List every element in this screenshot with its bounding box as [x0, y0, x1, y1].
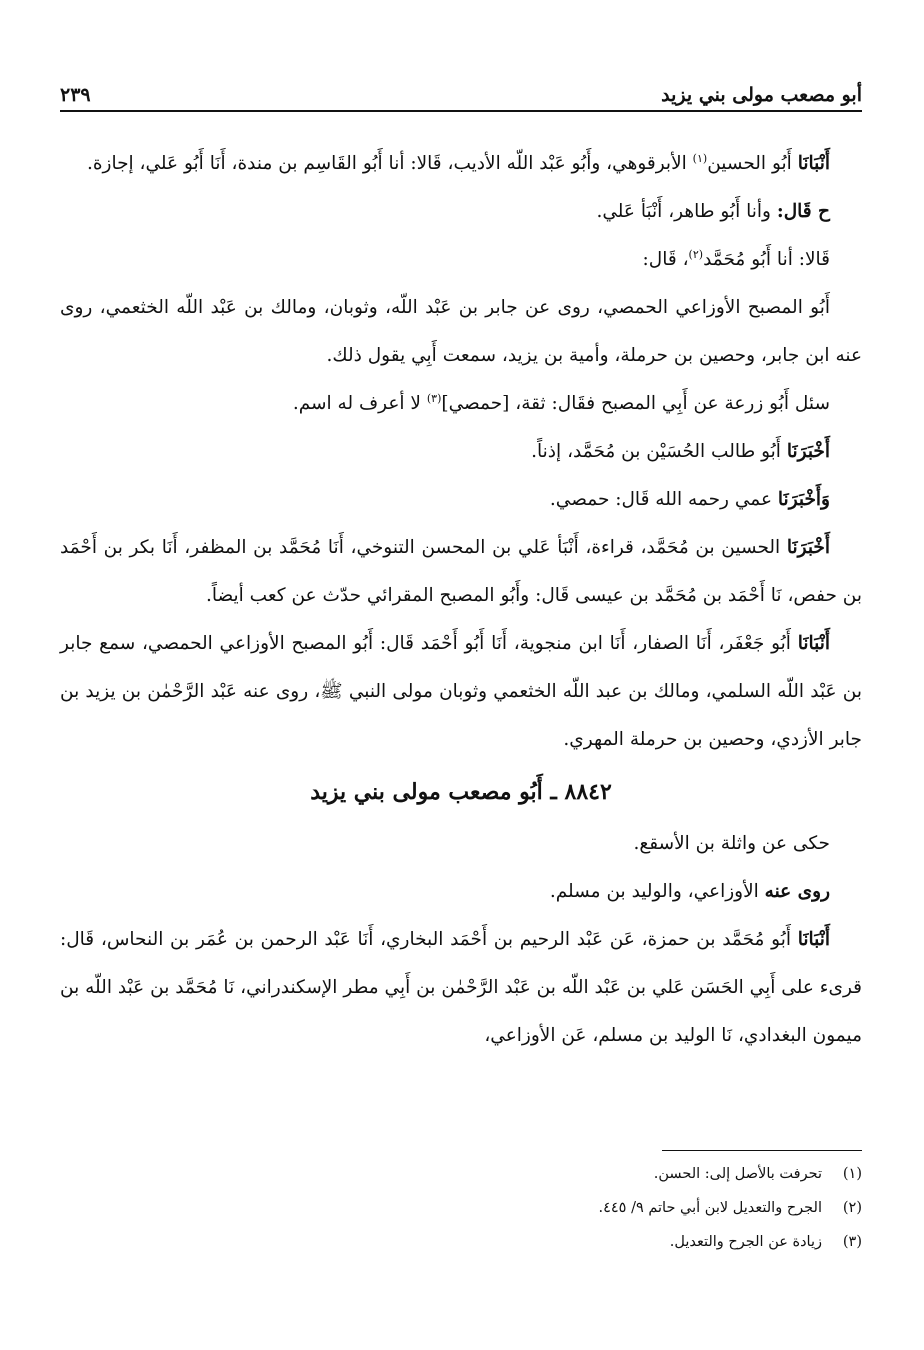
keyword-rawa-anhu: روى عنه	[764, 881, 830, 902]
footnote-ref-3: (٣)	[426, 391, 442, 405]
main-text	[60, 140, 862, 1060]
page-number: ٢٣٩	[60, 84, 91, 106]
footnote-item	[60, 1157, 862, 1191]
footnotes	[60, 1150, 862, 1259]
paragraph-12: أَنْبَانَا أَبُو مُحَمَّد بن حمزة، عَن عَبْد الرحيم بن أَحْمَد البخاري، أَنَا عَبْد الرحمن بن عُمَر بن النحاس، قَال: قرىء على أَبِي الحَسَن عَلي بن عَبْد اللّه بن عَبْد الرَّحْمٰن بن أَبِي مطر الإسكندراني، نَا مُحَمَّد بن عَبْد اللّه بن ميمون البغدادي، نَا الوليد بن مسلم، عَن الأوزاعي،	[60, 929, 862, 1046]
footnote-number: (٢)	[842, 1200, 862, 1216]
footnote-item	[60, 1225, 862, 1259]
paragraph-2: ح قَال: وأنا أَبُو طاهر، أَنْبَأ عَلي.	[596, 201, 830, 222]
keyword-anbana: أَنْبَانَا	[797, 633, 830, 654]
paragraph-3: قَالا: أنا أَبُو مُحَمَّد$^{(٢)}$، قَال:	[642, 247, 830, 270]
paragraph-11: روى عنه الأوزاعي، والوليد بن مسلم.	[549, 881, 830, 902]
keyword-wa-akhbarana: وَأَخْبَرَنَا	[777, 489, 830, 510]
paragraph-5: سئل أَبُو زرعة عن أَبِي المصبح فقَال: ثقة، [حمصي]$^{(٣)}$ لا أعرف له اسم.	[292, 391, 830, 414]
paragraph-9: أَنْبَانَا أَبُو جَعْفَر، أَنَا الصفار، أَنَا ابن منجوية، أَنَا أَبُو أَحْمَد قَال: أَبُو المصبح الأوزاعي الحمصي، سمع جابر بن عَبْد اللّه السلمي، ومالك بن عبد اللّه الخثعمي وثوبان مولى النبي ﷺ، روى عنه عَبْد الرَّحْمٰن بن يزيد بن جابر الأزدي، وحصين بن حرملة المهري.	[60, 633, 862, 750]
book-page	[60, 0, 862, 1350]
footnote-number: (١)	[842, 1166, 862, 1182]
keyword-akhbarana: أَخْبَرَنَا	[786, 537, 830, 558]
running-title: أبو مصعب مولى بني يزيد	[661, 84, 862, 106]
paragraph-6: أَخْبَرَنَا أَبُو طالب الحُسَيْن بن مُحَمَّد، إذناً.	[531, 441, 830, 462]
keyword-anbana: أَنْبَانَا	[797, 153, 830, 174]
footnote-item	[60, 1191, 862, 1225]
keyword-akhbarana: أَخْبَرَنَا	[786, 441, 830, 462]
keyword-anbana: أَنْبَانَا	[797, 929, 830, 950]
page-header	[60, 72, 862, 112]
footnote-ref-1: (١)	[692, 151, 708, 165]
paragraph-1: أَنْبَانَا أَبُو الحسين$^{(١)}$ الأبرقوهي، وأَبُو عَبْد اللّه الأديب، قَالا: أنا أَبُو القَاسِم بن مندة، أَنَا أَبُو عَلي، إجازة.	[86, 151, 830, 174]
paragraph-8: أَخْبَرَنَا الحسين بن مُحَمَّد، قراءة، أَنْبَأ عَلي بن المحسن التنوخي، أَنَا مُحَمَّد بن المظفر، أَنَا بكر بن أَحْمَد بن حفص، نَا أَحْمَد بن مُحَمَّد بن عيسى قَال: وأَبُو المصبح المقرائي حدّث عن كعب أيضاً.	[60, 537, 862, 606]
entry-heading: ٨٨٤٢ ـ أَبُو مصعب مولى بني يزيد	[310, 779, 612, 805]
paragraph-10: حكى عن واثلة بن الأسقع.	[633, 833, 830, 854]
footnote-text: تحرفت بالأصل إلى: الحسن.	[653, 1166, 822, 1182]
footnote-number: (٣)	[842, 1234, 862, 1250]
footnote-divider	[662, 1150, 862, 1151]
paragraph-7: وَأَخْبَرَنَا عمي رحمه الله قَال: حمصي.	[549, 489, 830, 510]
footnote-text: زيادة عن الجرح والتعديل.	[669, 1234, 822, 1250]
footnote-ref-2: (٢)	[688, 247, 704, 261]
paragraph-4: أَبُو المصبح الأوزاعي الحمصي، روى عن جابر بن عَبْد اللّه، وثوبان، ومالك بن عَبْد اللّه الخثعمي، روى عنه ابن جابر، وحصين بن حرملة، وأمية بن يزيد، سمعت أَبِي يقول ذلك.	[60, 297, 862, 366]
footnote-text: الجرح والتعديل لابن أبي حاتم ٩/ ٤٤٥.	[598, 1200, 822, 1216]
keyword-ha-qal: ح قَال:	[776, 201, 830, 222]
